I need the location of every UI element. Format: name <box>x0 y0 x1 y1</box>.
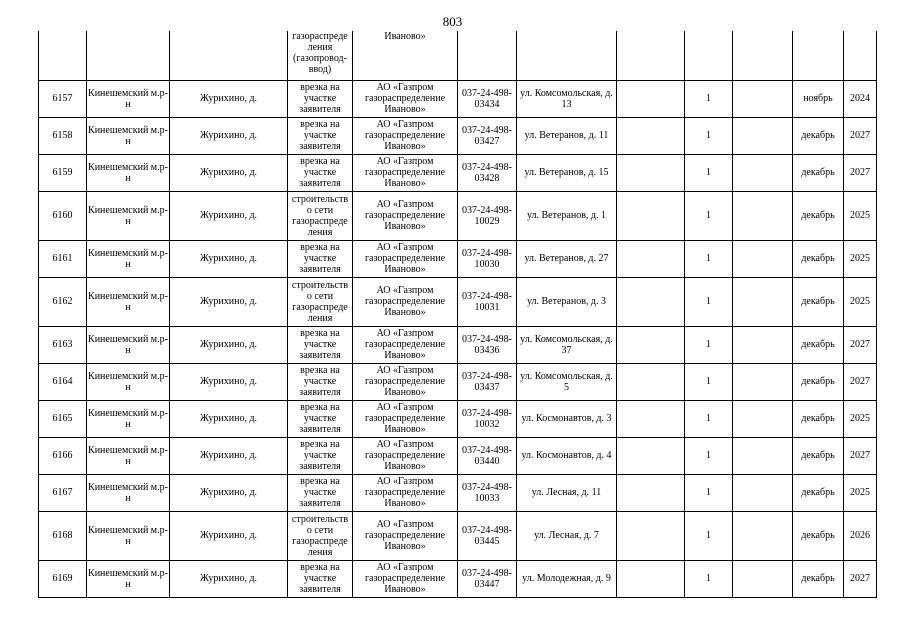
table-row <box>39 560 877 597</box>
cell-district: Кинешемский м.р-н <box>87 80 170 117</box>
cell-year: 2026 <box>844 511 877 560</box>
cell-count: 1 <box>685 363 733 400</box>
cell-number: 6161 <box>39 240 87 277</box>
cell-year: 2025 <box>844 240 877 277</box>
cell-number: 6159 <box>39 154 87 191</box>
cell-month: декабрь <box>793 400 844 437</box>
cell-empty-1 <box>617 474 685 511</box>
cell-organization: АО «Газпром газораспределение Иваново» <box>353 326 458 363</box>
cell-address: ул. Космонавтов, д. 4 <box>517 437 617 474</box>
cell-address: ул. Лесная, д. 11 <box>517 474 617 511</box>
cell-locality: Журихино, д. <box>170 80 288 117</box>
cell-locality: Журихино, д. <box>170 191 288 240</box>
cell-district: Кинешемский м.р-н <box>87 117 170 154</box>
cell-work-type: врезка на участке заявителя <box>288 560 353 597</box>
cell-month: декабрь <box>793 363 844 400</box>
cell-locality: Журихино, д. <box>170 560 288 597</box>
cell-locality: Журихино, д. <box>170 326 288 363</box>
cell-district: Кинешемский м.р-н <box>87 326 170 363</box>
cell-year: 2025 <box>844 277 877 326</box>
cell-address: ул. Комсомольская, д. 37 <box>517 326 617 363</box>
cell-number: 6160 <box>39 191 87 240</box>
cell-number: 6158 <box>39 117 87 154</box>
cell-empty-2 <box>733 437 793 474</box>
cell-work-type: врезка на участке заявителя <box>288 240 353 277</box>
cell-count: 1 <box>685 154 733 191</box>
cell-number: 6164 <box>39 363 87 400</box>
cell-locality: Журихино, д. <box>170 437 288 474</box>
cell-empty-2 <box>733 80 793 117</box>
cell-year: 2027 <box>844 437 877 474</box>
cell-work-type: врезка на участке заявителя <box>288 474 353 511</box>
cell-code: 037-24-498-03447 <box>458 560 517 597</box>
cell-year: 2025 <box>844 474 877 511</box>
cell-month: декабрь <box>793 437 844 474</box>
cell-district: Кинешемский м.р-н <box>87 474 170 511</box>
cell-empty-1 <box>617 363 685 400</box>
cell-year: 2027 <box>844 117 877 154</box>
cell-empty-2 <box>733 474 793 511</box>
table-row-continuation <box>39 31 877 80</box>
cell-organization: АО «Газпром газораспределение Иваново» <box>353 240 458 277</box>
cell-address: ул. Ветеранов, д. 15 <box>517 154 617 191</box>
cell-locality: Журихино, д. <box>170 474 288 511</box>
cell-number: 6168 <box>39 511 87 560</box>
cell-address: ул. Ветеранов, д. 1 <box>517 191 617 240</box>
cell-district: Кинешемский м.р-н <box>87 191 170 240</box>
cell-organization: АО «Газпром газораспределение Иваново» <box>353 437 458 474</box>
cell-empty-1 <box>617 400 685 437</box>
table-row <box>39 154 877 191</box>
cell-number <box>39 31 87 80</box>
cell-address <box>517 31 617 80</box>
cell-count <box>685 31 733 80</box>
cell-number: 6167 <box>39 474 87 511</box>
cell-empty-2 <box>733 277 793 326</box>
cell-month: декабрь <box>793 277 844 326</box>
cell-month: ноябрь <box>793 80 844 117</box>
cell-empty-1 <box>617 191 685 240</box>
cell-locality: Журихино, д. <box>170 277 288 326</box>
cell-empty-1 <box>617 511 685 560</box>
cell-year: 2025 <box>844 400 877 437</box>
cell-organization: АО «Газпром газораспределение Иваново» <box>353 474 458 511</box>
cell-number: 6163 <box>39 326 87 363</box>
cell-empty-1 <box>617 437 685 474</box>
cell-count: 1 <box>685 191 733 240</box>
cell-district: Кинешемский м.р-н <box>87 437 170 474</box>
cell-code: 037-24-498-10031 <box>458 277 517 326</box>
cell-organization: АО «Газпром газораспределение Иваново» <box>353 117 458 154</box>
cell-work-type: врезка на участке заявителя <box>288 80 353 117</box>
cell-district: Кинешемский м.р-н <box>87 240 170 277</box>
cell-count: 1 <box>685 117 733 154</box>
table-row <box>39 117 877 154</box>
cell-organization: АО «Газпром газораспределение Иваново» <box>353 560 458 597</box>
cell-month: декабрь <box>793 240 844 277</box>
cell-empty-1 <box>617 277 685 326</box>
cell-number: 6166 <box>39 437 87 474</box>
cell-empty-1 <box>617 326 685 363</box>
cell-address: ул. Лесная, д. 7 <box>517 511 617 560</box>
cell-district: Кинешемский м.р-н <box>87 277 170 326</box>
cell-count: 1 <box>685 80 733 117</box>
cell-locality: Журихино, д. <box>170 511 288 560</box>
cell-month: декабрь <box>793 326 844 363</box>
cell-organization: АО «Газпром газораспределение Иваново» <box>353 154 458 191</box>
cell-code: 037-24-498-03445 <box>458 511 517 560</box>
cell-locality <box>170 31 288 80</box>
cell-work-type: строительств о сети газораспреде ления <box>288 277 353 326</box>
cell-address: ул. Ветеранов, д. 11 <box>517 117 617 154</box>
cell-count: 1 <box>685 240 733 277</box>
cell-count: 1 <box>685 511 733 560</box>
cell-number: 6162 <box>39 277 87 326</box>
cell-empty-2 <box>733 560 793 597</box>
cell-empty-2 <box>733 326 793 363</box>
cell-number: 6157 <box>39 80 87 117</box>
cell-work-type: врезка на участке заявителя <box>288 154 353 191</box>
cell-count: 1 <box>685 400 733 437</box>
cell-code: 037-24-498-03434 <box>458 80 517 117</box>
cell-address: ул. Молодежная, д. 9 <box>517 560 617 597</box>
cell-organization: АО «Газпром газораспределение Иваново» <box>353 400 458 437</box>
cell-month: декабрь <box>793 154 844 191</box>
cell-empty-1 <box>617 560 685 597</box>
cell-organization: АО «Газпром газораспределение Иваново» <box>353 191 458 240</box>
cell-month: декабрь <box>793 560 844 597</box>
cell-locality: Журихино, д. <box>170 400 288 437</box>
cell-code: 037-24-498-03427 <box>458 117 517 154</box>
cell-work-type: врезка на участке заявителя <box>288 437 353 474</box>
cell-empty-1 <box>617 117 685 154</box>
cell-work-type: строительств о сети газораспреде ления <box>288 511 353 560</box>
cell-organization: Иваново» <box>353 31 458 80</box>
table-row <box>39 400 877 437</box>
cell-count: 1 <box>685 277 733 326</box>
cell-empty-1 <box>617 240 685 277</box>
cell-work-type: врезка на участке заявителя <box>288 400 353 437</box>
cell-year <box>844 31 877 80</box>
cell-locality: Журихино, д. <box>170 117 288 154</box>
cell-year: 2027 <box>844 560 877 597</box>
cell-work-type: врезка на участке заявителя <box>288 117 353 154</box>
cell-district <box>87 31 170 80</box>
table-row <box>39 80 877 117</box>
table-row <box>39 474 877 511</box>
cell-organization: АО «Газпром газораспределение Иваново» <box>353 363 458 400</box>
cell-month <box>793 31 844 80</box>
cell-organization: АО «Газпром газораспределение Иваново» <box>353 511 458 560</box>
cell-code: 037-24-498-03436 <box>458 326 517 363</box>
cell-organization: АО «Газпром газораспределение Иваново» <box>353 80 458 117</box>
cell-empty-2 <box>733 154 793 191</box>
cell-month: декабрь <box>793 511 844 560</box>
cell-number: 6165 <box>39 400 87 437</box>
cell-locality: Журихино, д. <box>170 154 288 191</box>
cell-code: 037-24-498-10030 <box>458 240 517 277</box>
cell-district: Кинешемский м.р-н <box>87 154 170 191</box>
cell-count: 1 <box>685 474 733 511</box>
cell-address: ул. Космонавтов, д. 3 <box>517 400 617 437</box>
cell-code <box>458 31 517 80</box>
cell-locality: Журихино, д. <box>170 240 288 277</box>
table-row <box>39 191 877 240</box>
cell-locality: Журихино, д. <box>170 363 288 400</box>
cell-address: ул. Ветеранов, д. 27 <box>517 240 617 277</box>
cell-work-type: врезка на участке заявителя <box>288 326 353 363</box>
cell-year: 2027 <box>844 363 877 400</box>
cell-empty-1 <box>617 154 685 191</box>
cell-year: 2027 <box>844 154 877 191</box>
cell-address: ул. Ветеранов, д. 3 <box>517 277 617 326</box>
cell-month: декабрь <box>793 117 844 154</box>
cell-code: 037-24-498-03428 <box>458 154 517 191</box>
cell-empty-1 <box>617 31 685 80</box>
cell-number: 6169 <box>39 560 87 597</box>
cell-district: Кинешемский м.р-н <box>87 363 170 400</box>
cell-work-type: врезка на участке заявителя <box>288 363 353 400</box>
cell-empty-2 <box>733 363 793 400</box>
cell-month: декабрь <box>793 474 844 511</box>
cell-empty-2 <box>733 400 793 437</box>
cell-year: 2024 <box>844 80 877 117</box>
cell-address: ул. Комсомольская, д. 5 <box>517 363 617 400</box>
cell-year: 2025 <box>844 191 877 240</box>
registry-table <box>38 31 877 598</box>
cell-code: 037-24-498-03437 <box>458 363 517 400</box>
cell-work-type: газораспреде ления (газопровод-ввод) <box>288 31 353 80</box>
cell-count: 1 <box>685 437 733 474</box>
cell-district: Кинешемский м.р-н <box>87 560 170 597</box>
table-row <box>39 437 877 474</box>
cell-organization: АО «Газпром газораспределение Иваново» <box>353 277 458 326</box>
cell-count: 1 <box>685 326 733 363</box>
cell-empty-2 <box>733 511 793 560</box>
cell-empty-2 <box>733 31 793 80</box>
cell-month: декабрь <box>793 191 844 240</box>
table-row <box>39 363 877 400</box>
cell-empty-2 <box>733 191 793 240</box>
table-row <box>39 277 877 326</box>
cell-work-type: строительств о сети газораспреде ления <box>288 191 353 240</box>
cell-empty-2 <box>733 240 793 277</box>
table-row <box>39 511 877 560</box>
cell-empty-1 <box>617 80 685 117</box>
cell-year: 2027 <box>844 326 877 363</box>
cell-code: 037-24-498-10029 <box>458 191 517 240</box>
table-row <box>39 240 877 277</box>
cell-empty-2 <box>733 117 793 154</box>
cell-district: Кинешемский м.р-н <box>87 511 170 560</box>
cell-code: 037-24-498-10033 <box>458 474 517 511</box>
table-row <box>39 326 877 363</box>
cell-code: 037-24-498-10032 <box>458 400 517 437</box>
cell-address: ул. Комсомольская, д. 13 <box>517 80 617 117</box>
page-number: 803 <box>442 14 463 29</box>
cell-code: 037-24-498-03440 <box>458 437 517 474</box>
cell-district: Кинешемский м.р-н <box>87 400 170 437</box>
cell-count: 1 <box>685 560 733 597</box>
